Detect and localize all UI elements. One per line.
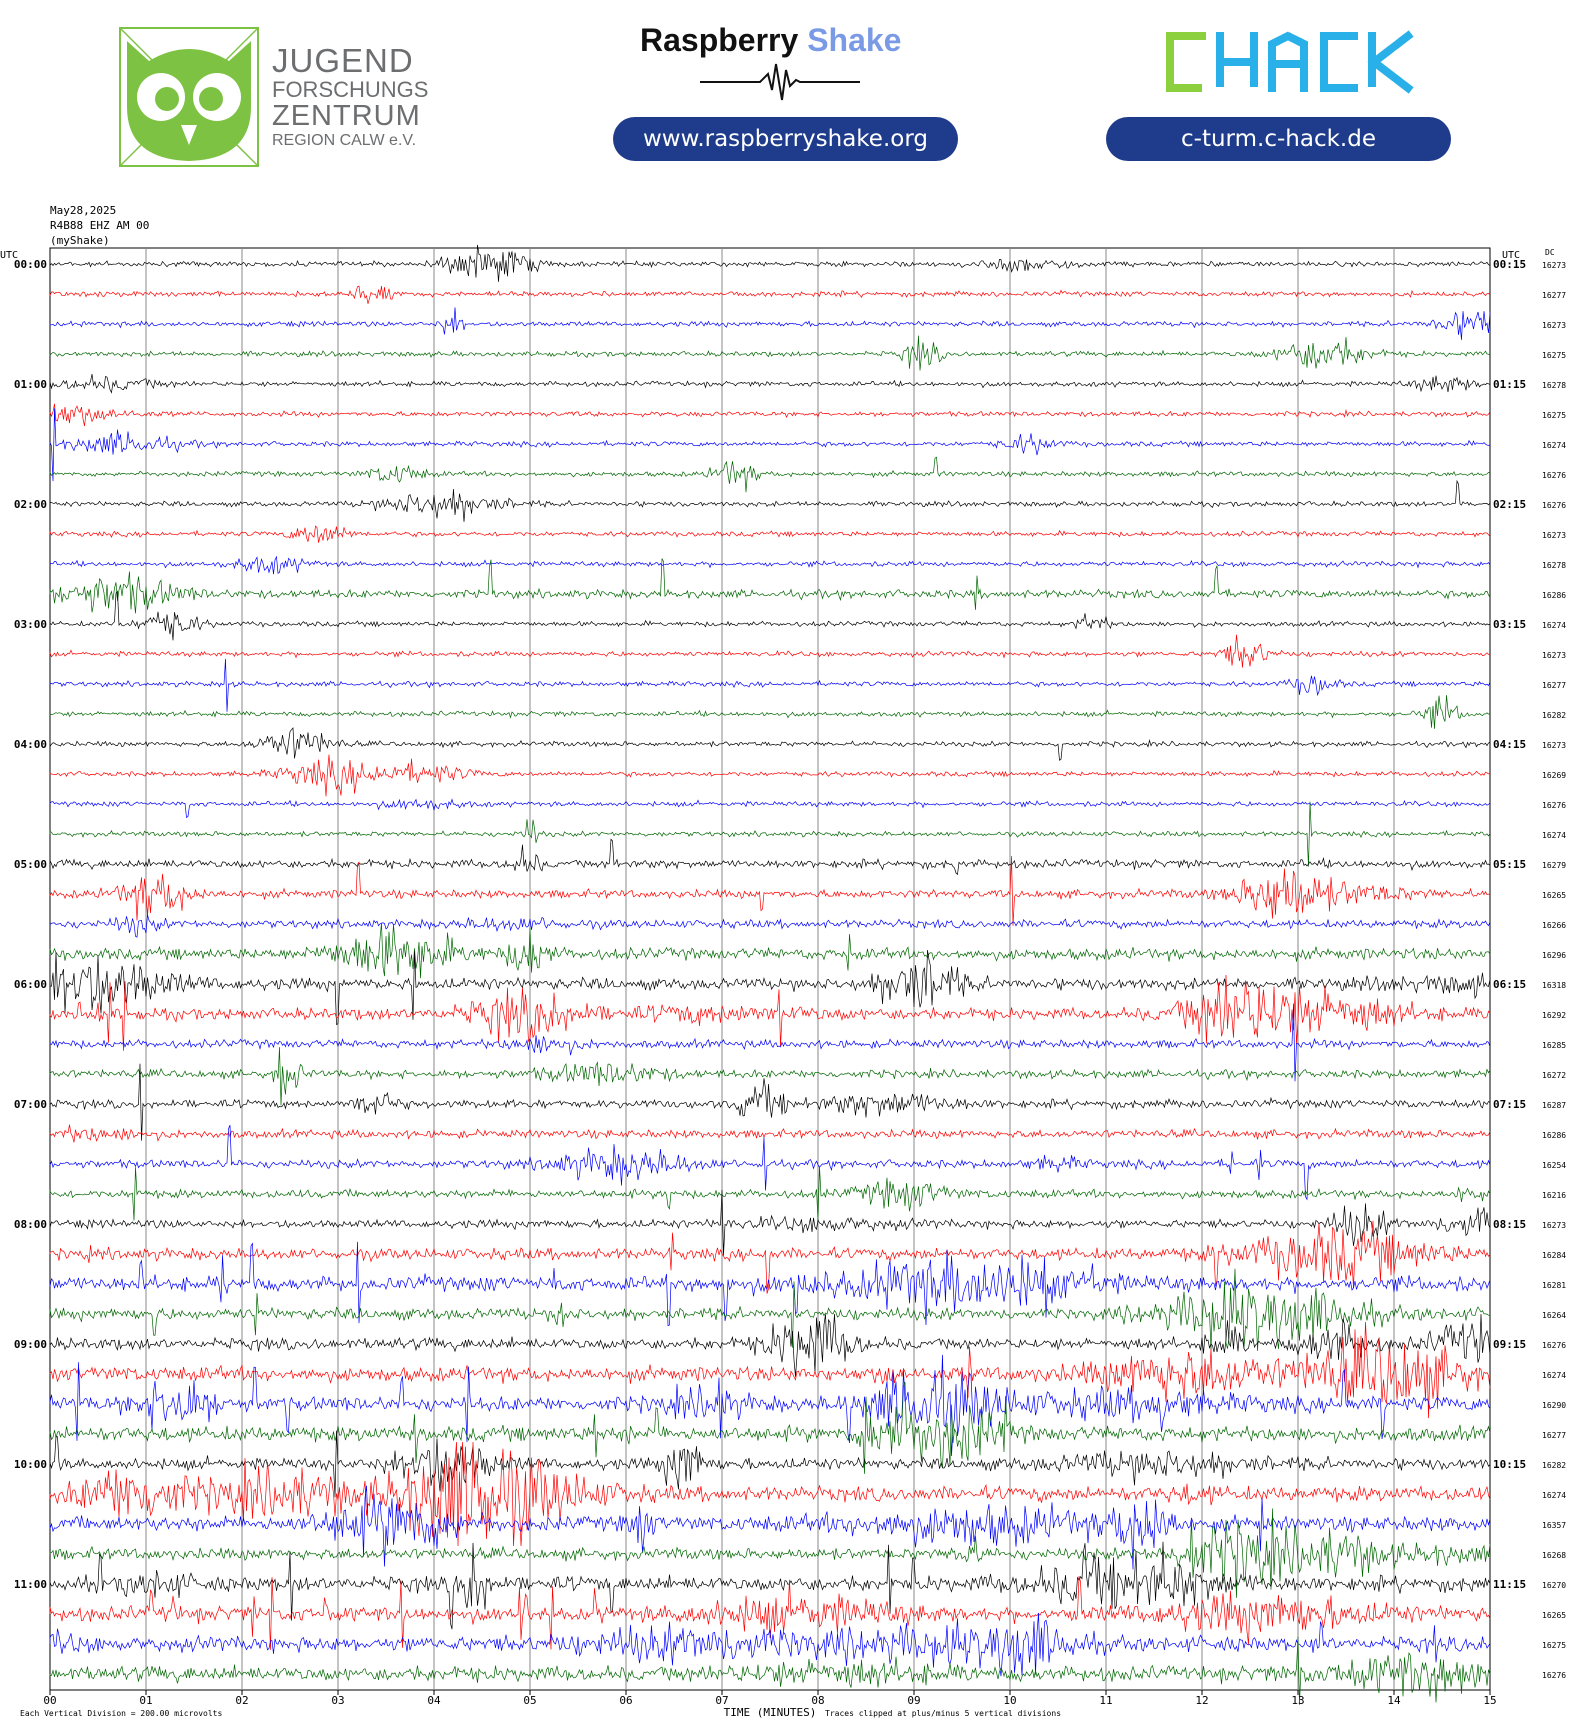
- dc-value-label: 16284: [1542, 1251, 1567, 1260]
- hour-label-right: 04:15: [1493, 738, 1527, 751]
- dc-value-label: 16292: [1542, 1011, 1567, 1020]
- dc-value-label: 16274: [1542, 831, 1567, 840]
- hour-label-left: 10:00: [13, 1458, 47, 1471]
- dc-value-label: 16268: [1542, 1551, 1567, 1560]
- hour-label-right: 03:15: [1493, 618, 1527, 631]
- hour-label-left: 04:00: [13, 738, 47, 751]
- dc-value-label: 16273: [1542, 261, 1567, 270]
- dc-value-label: 16278: [1542, 381, 1567, 390]
- dc-value-label: 16276: [1542, 1671, 1567, 1680]
- dc-value-label: 16269: [1542, 771, 1567, 780]
- dc-value-label: 16254: [1542, 1161, 1567, 1170]
- dc-value-label: 16279: [1542, 861, 1567, 870]
- dc-value-label: 16277: [1542, 1431, 1567, 1440]
- seismic-trace: [50, 559, 1490, 614]
- hour-label-right: 05:15: [1493, 858, 1527, 871]
- seismic-trace: [50, 755, 1490, 797]
- raspberry-shake-url-link[interactable]: www.raspberryshake.org: [613, 117, 958, 161]
- dc-value-label: 16281: [1542, 1281, 1567, 1290]
- x-tick-label: 02: [235, 1694, 249, 1707]
- hour-label-left: 02:00: [13, 498, 47, 511]
- hour-label-right: 00:15: [1493, 258, 1527, 271]
- seismic-trace: [50, 695, 1490, 729]
- hour-label-left: 05:00: [13, 858, 47, 871]
- x-tick-label: 06: [619, 1694, 633, 1707]
- dc-value-label: 16275: [1542, 411, 1567, 420]
- seismic-trace: [50, 404, 1490, 426]
- seismic-trace: [50, 408, 1490, 481]
- seismic-trace: [50, 1190, 1490, 1256]
- hour-label-left: 03:00: [13, 618, 47, 631]
- raspberry-shake-title-part2: Shake: [807, 22, 902, 58]
- x-tick-label: 01: [139, 1694, 153, 1707]
- station-id: R4B88 EHZ AM 00: [50, 219, 150, 232]
- seismic-trace: [50, 1269, 1490, 1351]
- dc-value-label: 16276: [1542, 501, 1567, 510]
- helicorder-chart: [0, 240, 1570, 1732]
- dc-value-label: 16276: [1542, 1341, 1567, 1350]
- clip-note: Traces clipped at plus/minus 5 vertical divisions: [825, 1709, 1062, 1718]
- dc-value-label: 16273: [1542, 741, 1567, 750]
- dc-value-label: 16274: [1542, 1371, 1567, 1380]
- scale-note: Each Vertical Division = 200.00 microvolts: [20, 1709, 223, 1718]
- seismic-trace: [50, 1637, 1490, 1705]
- seismic-trace: [50, 923, 1490, 978]
- dc-value-label: 16318: [1542, 981, 1567, 990]
- hour-label-left: 09:00: [13, 1338, 47, 1351]
- seismic-trace: [50, 1576, 1490, 1650]
- chack-logo-icon: [1158, 30, 1418, 94]
- left-axis-title: UTC: [0, 250, 19, 261]
- jfz-line-3: ZENTRUM: [272, 100, 421, 132]
- hour-label-right: 06:15: [1493, 978, 1527, 991]
- seismic-trace: [50, 374, 1490, 393]
- hour-label-left: 00:00: [13, 258, 47, 271]
- dc-value-label: 16273: [1542, 1221, 1567, 1230]
- hour-label-left: 08:00: [13, 1218, 47, 1231]
- hour-label-left: 01:00: [13, 378, 47, 391]
- dc-value-label: 16287: [1542, 1101, 1567, 1110]
- raspberry-shake-title-part1: Raspberry: [640, 22, 799, 58]
- dc-value-label: 16276: [1542, 471, 1567, 480]
- hour-label-right: 02:15: [1493, 498, 1527, 511]
- raspberry-shake-logo: [640, 22, 940, 59]
- x-tick-label: 10: [1003, 1694, 1017, 1707]
- dc-value-label: 16286: [1542, 591, 1567, 600]
- seismic-trace: [50, 481, 1490, 522]
- dc-value-label: 16282: [1542, 1461, 1567, 1470]
- dc-value-label: 16290: [1542, 1401, 1567, 1410]
- seismic-trace: [50, 1166, 1490, 1220]
- seismic-trace: [50, 1613, 1490, 1676]
- jfz-logo-text: [272, 44, 428, 149]
- seismic-trace: [50, 659, 1490, 712]
- x-tick-label: 13: [1291, 1694, 1305, 1707]
- seismic-trace: [50, 526, 1490, 543]
- hour-label-left: 11:00: [13, 1578, 47, 1591]
- jfz-line-2: FORSCHUNGS: [272, 77, 429, 102]
- hour-label-right: 09:15: [1493, 1338, 1527, 1351]
- hour-label-left: 06:00: [13, 978, 47, 991]
- hour-label-right: 07:15: [1493, 1098, 1527, 1111]
- dc-value-label: 16274: [1542, 1491, 1567, 1500]
- seismic-trace: [50, 591, 1490, 640]
- seismic-trace: [50, 802, 1490, 867]
- seismic-trace: [50, 457, 1490, 492]
- seismic-trace: [50, 1047, 1490, 1105]
- dc-value-label: 16282: [1542, 711, 1567, 720]
- dc-value-label: 16277: [1542, 681, 1567, 690]
- seismic-trace: [50, 839, 1490, 874]
- hour-label-right: 10:15: [1493, 1458, 1527, 1471]
- seismic-trace: [50, 1221, 1490, 1294]
- chack-url-link[interactable]: c-turm.c-hack.de: [1106, 117, 1451, 161]
- seismic-trace: [50, 800, 1490, 818]
- x-tick-label: 15: [1483, 1694, 1497, 1707]
- dc-value-label: 16285: [1542, 1041, 1567, 1050]
- seismic-wave-icon: [700, 60, 860, 104]
- dc-value-label: 16264: [1542, 1311, 1567, 1320]
- seismic-trace: [50, 1442, 1490, 1546]
- trace-group: [50, 245, 1490, 1705]
- seismic-trace: [50, 286, 1490, 304]
- hour-label-right: 01:15: [1493, 378, 1527, 391]
- seismic-trace: [50, 1486, 1490, 1570]
- chart-grid: [50, 248, 1490, 1695]
- seismic-trace: [50, 1125, 1490, 1143]
- seismic-trace: [50, 336, 1490, 371]
- dc-value-label: 16274: [1542, 441, 1567, 450]
- x-tick-label: 09: [907, 1694, 921, 1707]
- seismic-trace: [50, 915, 1490, 938]
- dc-value-label: 16276: [1542, 801, 1567, 810]
- x-tick-label: 00: [43, 1694, 57, 1707]
- seismic-trace: [50, 557, 1490, 574]
- hour-label-right: 11:15: [1493, 1578, 1527, 1591]
- x-tick-label: 04: [427, 1694, 441, 1707]
- owl-logo-icon: [119, 27, 259, 167]
- seismic-trace: [50, 728, 1490, 760]
- seismic-trace: [50, 307, 1490, 339]
- x-tick-label: 08: [811, 1694, 825, 1707]
- jfz-line-1: JUGEND: [272, 42, 414, 79]
- dc-value-label: 16273: [1542, 531, 1567, 540]
- dc-value-label: 16274: [1542, 621, 1567, 630]
- right-axis-title: UTC: [1502, 250, 1521, 261]
- x-tick-label: 11: [1099, 1694, 1113, 1707]
- seismic-trace: [50, 245, 1490, 282]
- dc-value-label: 16275: [1542, 351, 1567, 360]
- x-tick-label: 03: [331, 1694, 345, 1707]
- jfz-line-4: REGION CALW e.V.: [272, 132, 417, 149]
- dc-title: DC: [1545, 248, 1555, 257]
- x-tick-label: 07: [715, 1694, 729, 1707]
- hour-label-right: 08:15: [1493, 1218, 1527, 1231]
- dc-value-label: 16275: [1542, 1641, 1567, 1650]
- dc-value-label: 16272: [1542, 1071, 1567, 1080]
- dc-value-label: 16273: [1542, 321, 1567, 330]
- seismic-trace: [50, 1314, 1490, 1377]
- dc-value-label: 16286: [1542, 1131, 1567, 1140]
- dc-value-label: 16277: [1542, 291, 1567, 300]
- dc-value-label: 16266: [1542, 921, 1567, 930]
- dc-value-label: 16296: [1542, 951, 1567, 960]
- plot-frame: [50, 248, 1490, 1690]
- seismic-trace: [50, 635, 1490, 668]
- dc-value-label: 16278: [1542, 561, 1567, 570]
- x-axis-title: TIME (MINUTES): [723, 1706, 817, 1719]
- plot-date: May28,2025: [50, 204, 117, 217]
- dc-value-label: 16216: [1542, 1191, 1567, 1200]
- x-tick-label: 14: [1387, 1694, 1401, 1707]
- dc-value-label: 16273: [1542, 651, 1567, 660]
- dc-value-label: 16357: [1542, 1521, 1567, 1530]
- x-tick-label: 05: [523, 1694, 537, 1707]
- data-source: (myShake): [50, 234, 110, 247]
- dc-value-label: 16265: [1542, 1611, 1567, 1620]
- hour-label-left: 07:00: [13, 1098, 47, 1111]
- dc-value-label: 16270: [1542, 1581, 1567, 1590]
- dc-value-label: 16265: [1542, 891, 1567, 900]
- x-tick-label: 12: [1195, 1694, 1209, 1707]
